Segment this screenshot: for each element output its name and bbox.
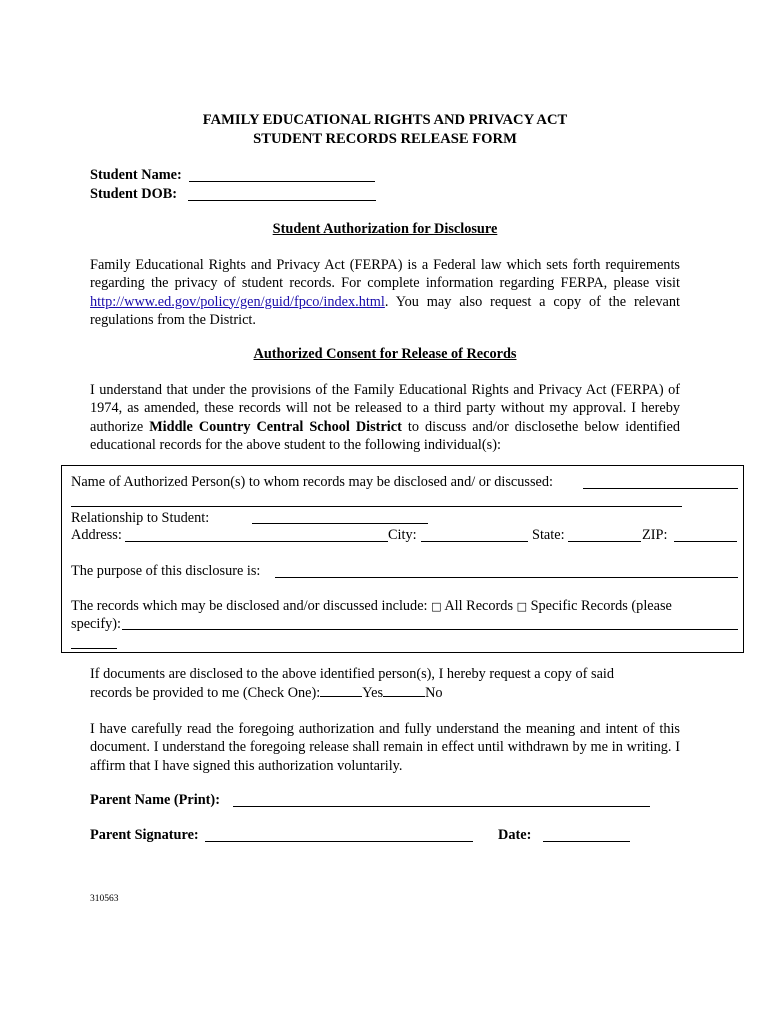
zip-field[interactable]: [674, 541, 737, 542]
yes-blank[interactable]: [320, 684, 362, 697]
no-blank[interactable]: [383, 684, 425, 697]
records-label: The records which may be disclosed and/or discussed include:: [71, 598, 428, 614]
student-dob-field[interactable]: [188, 200, 376, 201]
all-records-label: All Records: [444, 598, 514, 614]
consent-paragraph: [90, 381, 680, 454]
ferpa-link[interactable]: http://www.ed.gov/policy/gen/guid/fpco/index.html: [90, 293, 385, 310]
ferpa-intro-text-1: Family Educational Rights and Privacy Act (FERPA) is a Federal law which sets forth requirements regarding the privacy of student records. For complete information regarding FERPA, please visit: [90, 257, 680, 292]
yes-label: Yes: [362, 685, 384, 701]
relationship-label: Relationship to Student:: [71, 510, 210, 526]
section-heading-consent: Authorized Consent for Release of Records: [253, 346, 517, 362]
consent-text-2: to discuss and/or disclosethe below identified educational records for the above student to the following individual(s):: [90, 418, 681, 453]
parent-name-field[interactable]: [233, 806, 650, 807]
form-title-line2: STUDENT RECORDS RELEASE FORM: [253, 131, 517, 147]
parent-signature-field[interactable]: [205, 841, 473, 842]
address-label: Address:: [71, 527, 122, 543]
date-field[interactable]: [543, 841, 630, 842]
specify-label: specify):: [71, 616, 122, 632]
purpose-label: The purpose of this disclosure is:: [71, 563, 261, 579]
parent-name-label: Parent Name (Print):: [90, 792, 220, 808]
copy-request-line2: [90, 684, 443, 702]
specific-records-label: Specific Records (please: [530, 598, 672, 614]
authorized-person-field[interactable]: [583, 488, 738, 489]
zip-label: ZIP:: [642, 527, 668, 543]
city-field[interactable]: [421, 541, 528, 542]
district-name: Middle Country Central School District: [149, 418, 402, 435]
student-dob-label: Student DOB:: [90, 186, 177, 202]
student-name-label: Student Name:: [90, 167, 182, 183]
copy-request-prefix: records be provided to me (Check One):: [90, 685, 321, 701]
student-name-field[interactable]: [189, 181, 375, 182]
date-label: Date:: [498, 827, 532, 843]
copy-request-line1: If documents are disclosed to the above identified person(s), I hereby request a copy of said: [90, 666, 615, 682]
form-title-line1: FAMILY EDUCATIONAL RIGHTS AND PRIVACY ACT: [202, 112, 568, 128]
no-label: No: [425, 685, 443, 701]
parent-signature-label: Parent Signature:: [90, 827, 199, 843]
relationship-field[interactable]: [252, 523, 428, 524]
purpose-field[interactable]: [275, 577, 738, 578]
consent-text-1: I understand that under the provisions of the Family Educational Rights and Privacy Act (FERPA) of 1974, as amended, these records will not be released to a third party without my approval. I hereby authorize: [90, 382, 680, 435]
specific-records-checkbox[interactable]: □: [516, 600, 527, 613]
state-field[interactable]: [568, 541, 641, 542]
specify-field-2[interactable]: [71, 648, 117, 649]
affirmation-paragraph: I have carefully read the foregoing authorization and fully understand the meaning and intent of this document. I understand the foregoing release shall remain in effect until withdrawn by me in writing. I affirm that I have signed this authorization voluntarily.: [90, 721, 680, 774]
ferpa-intro-text-2: . You may also request a copy of the relevant regulations from the District.: [90, 293, 680, 328]
form-number: 310563: [90, 894, 119, 904]
address-field[interactable]: [125, 541, 388, 542]
specify-field[interactable]: [122, 629, 738, 630]
authorized-person-field-2[interactable]: [71, 506, 682, 507]
authorized-person-box: [61, 465, 744, 653]
ferpa-intro-paragraph: [90, 256, 680, 329]
all-records-checkbox[interactable]: □: [431, 600, 442, 613]
records-row: [71, 598, 672, 615]
state-label: State:: [532, 527, 565, 543]
city-label: City:: [388, 527, 417, 543]
section-heading-authorization: Student Authorization for Disclosure: [272, 221, 498, 237]
authorized-person-label: Name of Authorized Person(s) to whom records may be disclosed and/ or discussed:: [71, 474, 554, 490]
